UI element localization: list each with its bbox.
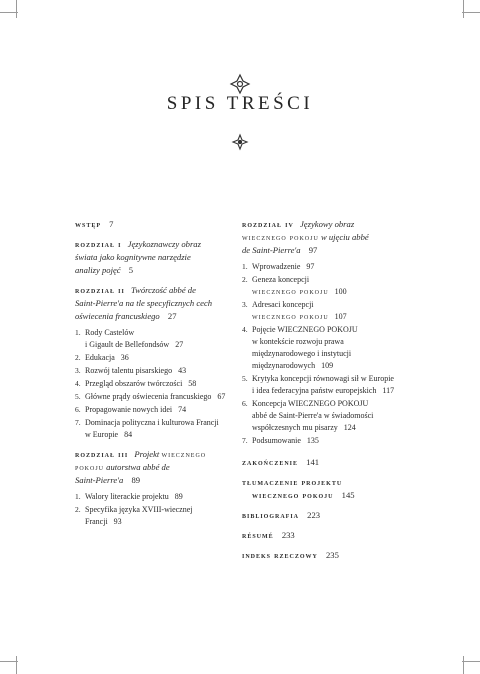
crop-mark (463, 0, 464, 18)
page-number: 145 (341, 490, 355, 500)
chapter-label: rozdział iii (75, 449, 129, 459)
crop-mark (16, 0, 17, 18)
item-number: 1. (75, 492, 81, 501)
chapter-title: de Saint-Pierre'a (242, 245, 301, 255)
item-text: Rody Castelów (85, 328, 135, 337)
item-text: współczesnych mu pisarzy (252, 423, 338, 432)
entry-label: zakończenie (242, 457, 299, 467)
page-number: 233 (281, 530, 295, 540)
chapter-title: Twórczość abbé de (130, 285, 196, 295)
item-number: 4. (242, 325, 248, 334)
page-number: 135 (306, 436, 319, 445)
chapter-title-sc: wiecznego pokoju (242, 232, 319, 242)
item-text-sc: wiecznego pokoju (252, 287, 329, 296)
page-number: 43 (178, 366, 187, 375)
chapter-title: Saint-Pierre'a (75, 475, 124, 485)
page-number: 58 (188, 379, 197, 388)
page-number: 117 (382, 386, 395, 395)
chapter-title: Językowy obraz (299, 219, 355, 229)
toc-entry[interactable] (242, 218, 437, 257)
item-number: 2. (75, 353, 81, 362)
entry-label: tłumaczenie projektu (242, 477, 343, 487)
list-item[interactable] (242, 299, 437, 323)
page-number: 109 (321, 361, 334, 370)
toc-entry[interactable] (75, 448, 240, 487)
item-text: w Europie (85, 430, 119, 439)
page-number: 100 (334, 287, 347, 296)
page-number: 93 (113, 517, 122, 526)
list-item[interactable] (75, 391, 240, 403)
subsection-list (242, 261, 437, 447)
toc-entry[interactable] (242, 549, 437, 562)
item-text: i Gigault de Bellefondsów (85, 340, 170, 349)
item-number: 1. (75, 328, 81, 337)
chapter-title: w ujęciu abbé (320, 232, 369, 242)
item-text: Adresaci koncepcji (252, 300, 314, 309)
page-number: 107 (334, 312, 347, 321)
list-item[interactable] (75, 378, 240, 390)
list-item[interactable] (242, 398, 437, 434)
page-number: 7 (109, 219, 114, 229)
page-number: 67 (217, 392, 226, 401)
item-text: Francji (85, 517, 108, 526)
item-number: 6. (75, 405, 81, 414)
list-item[interactable] (242, 324, 437, 372)
item-number: 4. (75, 379, 81, 388)
subsection-list (75, 491, 240, 528)
page-number: 235 (325, 550, 339, 560)
page-number: 74 (178, 405, 187, 414)
chapter-label: rozdział ii (75, 285, 125, 295)
item-number: 7. (242, 436, 248, 445)
entry-label: wstęp (75, 219, 102, 229)
item-number: 2. (242, 275, 248, 284)
chapter-title: autorstwa abbé de (106, 462, 170, 472)
item-text: Wprowadzenie (252, 262, 301, 271)
item-text: Główne prądy oświecenia francuskiego (85, 392, 212, 401)
item-text: Podsumowanie (252, 436, 301, 445)
crop-mark (462, 12, 480, 13)
page-number: 97 (308, 245, 318, 255)
list-item[interactable] (75, 352, 240, 364)
item-number: 1. (242, 262, 248, 271)
chapter-title: Saint-Pierre'a na tle specyficznych cech (75, 298, 213, 308)
item-number: 7. (75, 418, 81, 427)
list-item[interactable] (242, 373, 437, 397)
list-item[interactable] (75, 417, 240, 441)
list-item[interactable] (242, 261, 437, 273)
page-number: 97 (306, 262, 315, 271)
item-text: Pojęcie WIECZNEGO POKOJU (252, 325, 358, 334)
toc-entry[interactable] (75, 238, 240, 277)
item-text: Koncepcja WIECZNEGO POKOJU (252, 399, 369, 408)
page-title: SPIS TREŚCI (166, 93, 314, 114)
item-number: 5. (242, 374, 248, 383)
chapter-title: analizy pojęć (75, 265, 121, 275)
chapter-label: rozdział iv (242, 219, 294, 229)
page-number: 124 (343, 423, 356, 432)
crop-mark (462, 661, 480, 662)
chapter-title-sc: pokoju (75, 462, 105, 472)
list-item[interactable] (75, 327, 240, 351)
item-text: i idea federacyjna państw europejskich (252, 386, 377, 395)
page-number: 89 (131, 475, 141, 485)
toc-entry[interactable] (242, 509, 437, 522)
crop-mark (463, 656, 464, 674)
item-number: 3. (75, 366, 81, 375)
ornament-icon (231, 133, 249, 151)
item-text: Rozwój talentu pisarskiego (85, 366, 173, 375)
chapter-label: rozdział i (75, 239, 122, 249)
toc-entry[interactable] (75, 284, 240, 323)
list-item[interactable] (242, 274, 437, 298)
item-text: Dominacja polityczna i kulturowa Francji (85, 418, 219, 427)
item-text: Propagowanie nowych idei (85, 405, 173, 414)
toc-right-column (242, 218, 437, 569)
item-text: w kontekście rozwoju prawa (252, 337, 344, 346)
item-text: międzynarodowego i instytucji (252, 349, 352, 358)
item-number: 5. (75, 392, 81, 401)
item-text: międzynarodowych (252, 361, 316, 370)
item-number: 2. (75, 505, 81, 514)
item-text: Przegląd obszarów twórczości (85, 379, 183, 388)
subsection-list (75, 327, 240, 441)
item-text: Geneza koncepcji (252, 275, 310, 284)
entry-label: wiecznego pokoju (252, 490, 334, 500)
item-text: Walory literackie projektu (85, 492, 169, 501)
list-item[interactable] (242, 435, 437, 447)
page-number: 27 (167, 311, 177, 321)
page-number: 5 (128, 265, 134, 275)
chapter-title-sc: wiecznego (161, 449, 207, 459)
page-number: 89 (174, 492, 183, 501)
chapter-title: świata jako kognitywne narzędzie (75, 252, 191, 262)
toc-entry[interactable] (242, 456, 437, 469)
item-text: Specyfika języka XVIII-wiecznej (85, 505, 193, 514)
toc-entry[interactable] (75, 218, 240, 231)
entry-label: indeks rzeczowy (242, 550, 318, 560)
chapter-title: Projekt (134, 449, 160, 459)
item-number: 3. (242, 300, 248, 309)
page-number: 84 (124, 430, 133, 439)
list-item[interactable] (75, 404, 240, 416)
page-number: 223 (307, 510, 321, 520)
list-item[interactable] (75, 491, 240, 503)
chapter-title: Językoznawczy obraz (127, 239, 201, 249)
item-text-sc: wiecznego pokoju (252, 312, 329, 321)
chapter-title: oświecenia francuskiego (75, 311, 160, 321)
item-number: 6. (242, 399, 248, 408)
list-item[interactable] (75, 504, 240, 528)
item-text: Edukacja (85, 353, 115, 362)
page-number: 27 (175, 340, 184, 349)
item-text: abbé de Saint-Pierre'a w świadomości (252, 411, 374, 420)
entry-label: bibliografia (242, 510, 300, 520)
list-item[interactable] (75, 365, 240, 377)
toc-left-column (75, 218, 240, 535)
item-text: Krytyka koncepcji równowagi sił w Europie (252, 374, 394, 383)
toc-entry[interactable] (242, 476, 437, 502)
page-number: 36 (120, 353, 129, 362)
page-number: 141 (306, 457, 320, 467)
entry-label: résumé (242, 530, 274, 540)
crop-mark (16, 656, 17, 674)
toc-entry[interactable] (242, 529, 437, 542)
